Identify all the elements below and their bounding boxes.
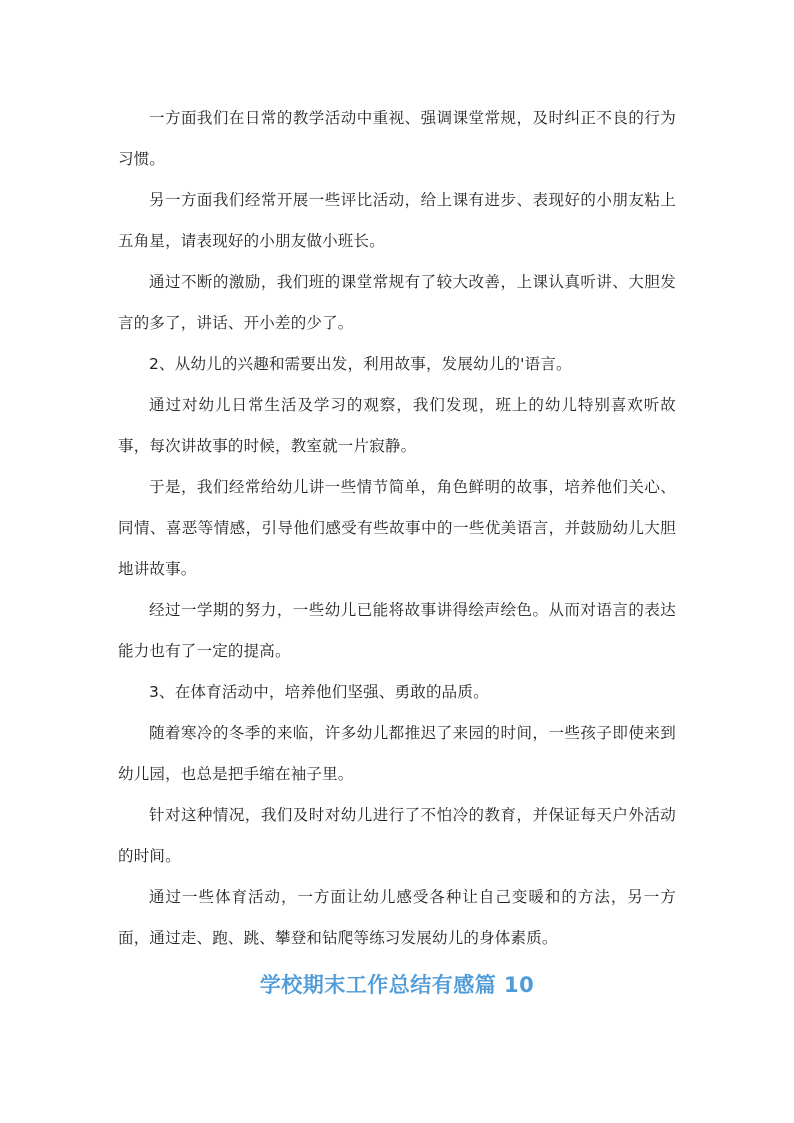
paragraph-11: 通过一些体育活动，一方面让幼儿感受各种让自己变暖和的方法，另一方面，通过走、跑、跳、攀登和钻爬等练习发展幼儿的身体素质。 [118, 888, 676, 947]
paragraph-2: 另一方面我们经常开展一些评比活动，给上课有进步、表现好的小朋友粘上五角星，请表现好的小朋友做小班长。 [118, 191, 676, 250]
paragraph-5: 通过对幼儿日常生活及学习的观察，我们发现，班上的幼儿特别喜欢听故事，每次讲故事的时候，教室就一片寂静。 [118, 396, 676, 455]
paragraph-6: 于是，我们经常给幼儿讲一些情节简单，角色鲜明的故事，培养他们关心、同情、喜恶等情感，引导他们感受有些故事中的一些优美语言，并鼓励幼儿大胆地讲故事。 [118, 478, 676, 578]
paragraph-10: 针对这种情况，我们及时对幼儿进行了不怕冷的教育，并保证每天户外活动的时间。 [118, 806, 676, 865]
paragraph-9: 随着寒冷的冬季的来临，许多幼儿都推迟了来园的时间，一些孩子即使来到幼儿园，也总是把手缩在袖子里。 [118, 724, 676, 783]
paragraph-4: 2、从幼儿的兴趣和需要出发，利用故事，发展幼儿的'语言。 [149, 355, 572, 373]
paragraph-7: 经过一学期的努力，一些幼儿已能将故事讲得绘声绘色。从而对语言的表达能力也有了一定的提高。 [118, 601, 676, 660]
section-heading: 学校期末工作总结有感篇 10 [259, 973, 535, 997]
paragraph-8: 3、在体育活动中，培养他们坚强、勇敢的品质。 [149, 683, 489, 701]
paragraph-1: 一方面我们在日常的教学活动中重视、强调课堂常规，及时纠正不良的行为习惯。 [118, 109, 676, 168]
paragraph-3: 通过不断的激励，我们班的课堂常规有了较大改善，上课认真听讲、大胆发言的多了，讲话、开小差的少了。 [118, 273, 676, 332]
document-body [118, 98, 676, 1003]
